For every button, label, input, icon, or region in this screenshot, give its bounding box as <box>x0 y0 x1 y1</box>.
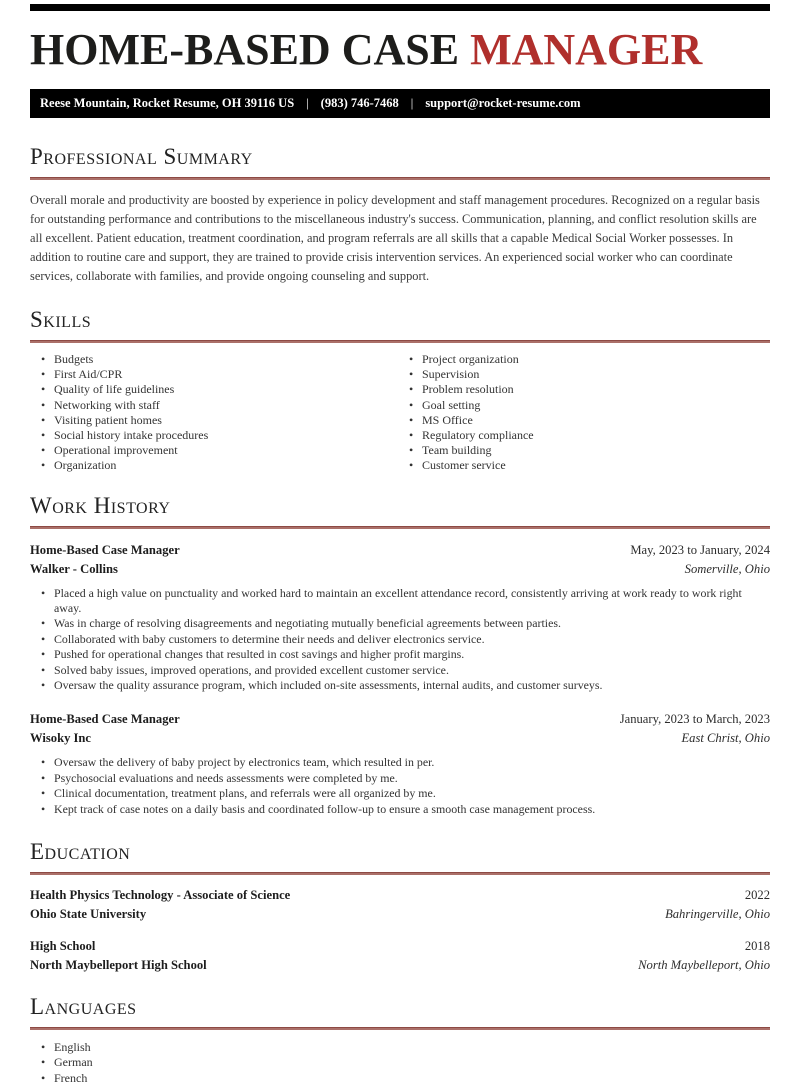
education-location: Bahringerville, Ohio <box>665 907 770 922</box>
languages-heading: Languages <box>30 994 137 1020</box>
section-divider <box>30 177 770 180</box>
skills-column-right <box>400 352 770 474</box>
job-company-row <box>30 562 770 577</box>
job-location: Somerville, Ohio <box>684 561 770 576</box>
job-bullet: • Oversaw the quality assurance program, which included on-site assessments, internal audits, and customer surveys. <box>30 678 770 693</box>
languages-list <box>30 1040 770 1086</box>
skill-item: • Problem resolution <box>400 382 770 397</box>
job-bullet-list <box>30 586 770 694</box>
education-heading: Education <box>30 839 131 865</box>
skill-item: • Visiting patient homes <box>30 413 400 428</box>
contact-address: Reese Mountain, Rocket Resume, OH 39116 US <box>40 96 295 110</box>
job-bullet: • Pushed for operational changes that resulted in cost savings and higher profit margins. <box>30 647 770 662</box>
skill-item: • Social history intake procedures <box>30 428 400 443</box>
job-bullet: • Clinical documentation, treatment plans, and referrals were all organized by me. <box>30 786 770 801</box>
skill-item: • Networking with staff <box>30 398 400 413</box>
job-entry <box>30 712 770 817</box>
skill-item: • MS Office <box>400 413 770 428</box>
top-accent-bar <box>30 4 770 11</box>
skills-heading: Skills <box>30 307 92 332</box>
job-bullet: • Placed a high value on punctuality and worked hard to maintain an excellent attendance record, consistently arriving at work ready to work right away. <box>30 586 770 617</box>
skill-item: • Supervision <box>400 367 770 382</box>
education-year: 2018 <box>744 939 770 954</box>
contact-email: support@rocket-resume.com <box>425 96 581 110</box>
job-bullet: • Collaborated with baby customers to determine their needs and deliver electronics service. <box>30 632 770 647</box>
job-bullet: • Was in charge of resolving disagreements and negotiating mutually beneficial agreements between parties. <box>30 616 770 631</box>
section-professional-summary <box>30 144 770 286</box>
education-degree: High School <box>30 939 96 954</box>
skill-item: • Organization <box>30 458 400 473</box>
job-title-row <box>30 543 770 558</box>
education-school: Ohio State University <box>30 907 147 922</box>
contact-separator: | <box>410 96 414 110</box>
job-entry <box>30 543 770 694</box>
education-school-row <box>30 907 770 922</box>
skill-item: • Project organization <box>400 352 770 367</box>
language-item: • English <box>30 1040 770 1055</box>
job-bullet: • Psychosocial evaluations and needs assessments were completed by me. <box>30 771 770 786</box>
section-divider <box>30 1027 770 1030</box>
job-dates: January, 2023 to March, 2023 <box>619 712 770 727</box>
section-divider <box>30 872 770 875</box>
education-year: 2022 <box>744 888 770 903</box>
job-location: East Christ, Ohio <box>681 731 770 746</box>
education-school-row <box>30 958 770 973</box>
section-divider <box>30 526 770 529</box>
skill-item: • Goal setting <box>400 398 770 413</box>
language-item: • German <box>30 1055 770 1070</box>
skill-item: • Regulatory compliance <box>400 428 770 443</box>
skill-item: • Customer service <box>400 458 770 473</box>
skill-item: • Quality of life guidelines <box>30 382 400 397</box>
job-company-row <box>30 731 770 746</box>
education-location: North Maybelleport, Ohio <box>638 958 770 973</box>
job-title: Home-Based Case Manager <box>30 712 180 727</box>
job-dates: May, 2023 to January, 2024 <box>630 542 770 557</box>
summary-heading: Professional Summary <box>30 144 253 169</box>
contact-phone: (983) 746-7468 <box>320 96 399 110</box>
job-company: Walker - Collins <box>30 561 118 576</box>
summary-paragraph: Overall morale and productivity are boosted by experience in policy development and staff management procedures. Recognized on a regular basis for outstanding performance and contributions to the miscellaneous industry's success. Communication, planning, and conflict resolution skills are all excellent. Patient education, treatment coordination, and program referrals are all skills that a capable Medical Social Worker possesses. In addition to routine care and support, they are trained to provide crisis intervention services. An experienced social worker who can coordinate services, collaborate with families, and provide ongoing counseling and support. <box>30 193 760 283</box>
education-entry <box>30 939 770 973</box>
education-degree-row <box>30 888 770 903</box>
skill-item: • Budgets <box>30 352 400 367</box>
work-history-heading: Work History <box>30 492 171 518</box>
section-work-history <box>30 493 770 817</box>
skills-column-left <box>30 352 400 474</box>
language-item: • French <box>30 1071 770 1086</box>
contact-separator: | <box>306 96 309 110</box>
skill-item: • Team building <box>400 443 770 458</box>
section-languages <box>30 994 770 1086</box>
job-bullet: • Oversaw the delivery of baby project by electronics team, which resulted in per. <box>30 755 770 770</box>
section-divider <box>30 340 770 343</box>
section-education <box>30 839 770 973</box>
job-bullet: • Solved baby issues, improved operations, and provided excellent customer service. <box>30 663 770 678</box>
job-company: Wisoky Inc <box>30 731 92 746</box>
education-degree-row <box>30 939 770 954</box>
education-degree: Health Physics Technology - Associate of Science <box>30 888 291 903</box>
skill-item: • Operational improvement <box>30 443 400 458</box>
page-title-red: MANAGER <box>470 25 703 74</box>
job-bullet: • Kept track of case notes on a daily basis and coordinated follow-up to ensure a smooth case management process. <box>30 802 770 817</box>
job-title-row <box>30 712 770 727</box>
page-title <box>30 27 770 73</box>
section-skills <box>30 307 770 474</box>
job-bullet-list <box>30 755 770 817</box>
page-title-black: HOME-BASED CASE <box>30 25 471 74</box>
education-entry <box>30 888 770 922</box>
skills-list <box>30 352 770 474</box>
skill-item: • First Aid/CPR <box>30 367 400 382</box>
education-school: North Maybelleport High School <box>30 958 207 973</box>
job-title: Home-Based Case Manager <box>30 542 180 557</box>
contact-bar <box>30 89 770 118</box>
